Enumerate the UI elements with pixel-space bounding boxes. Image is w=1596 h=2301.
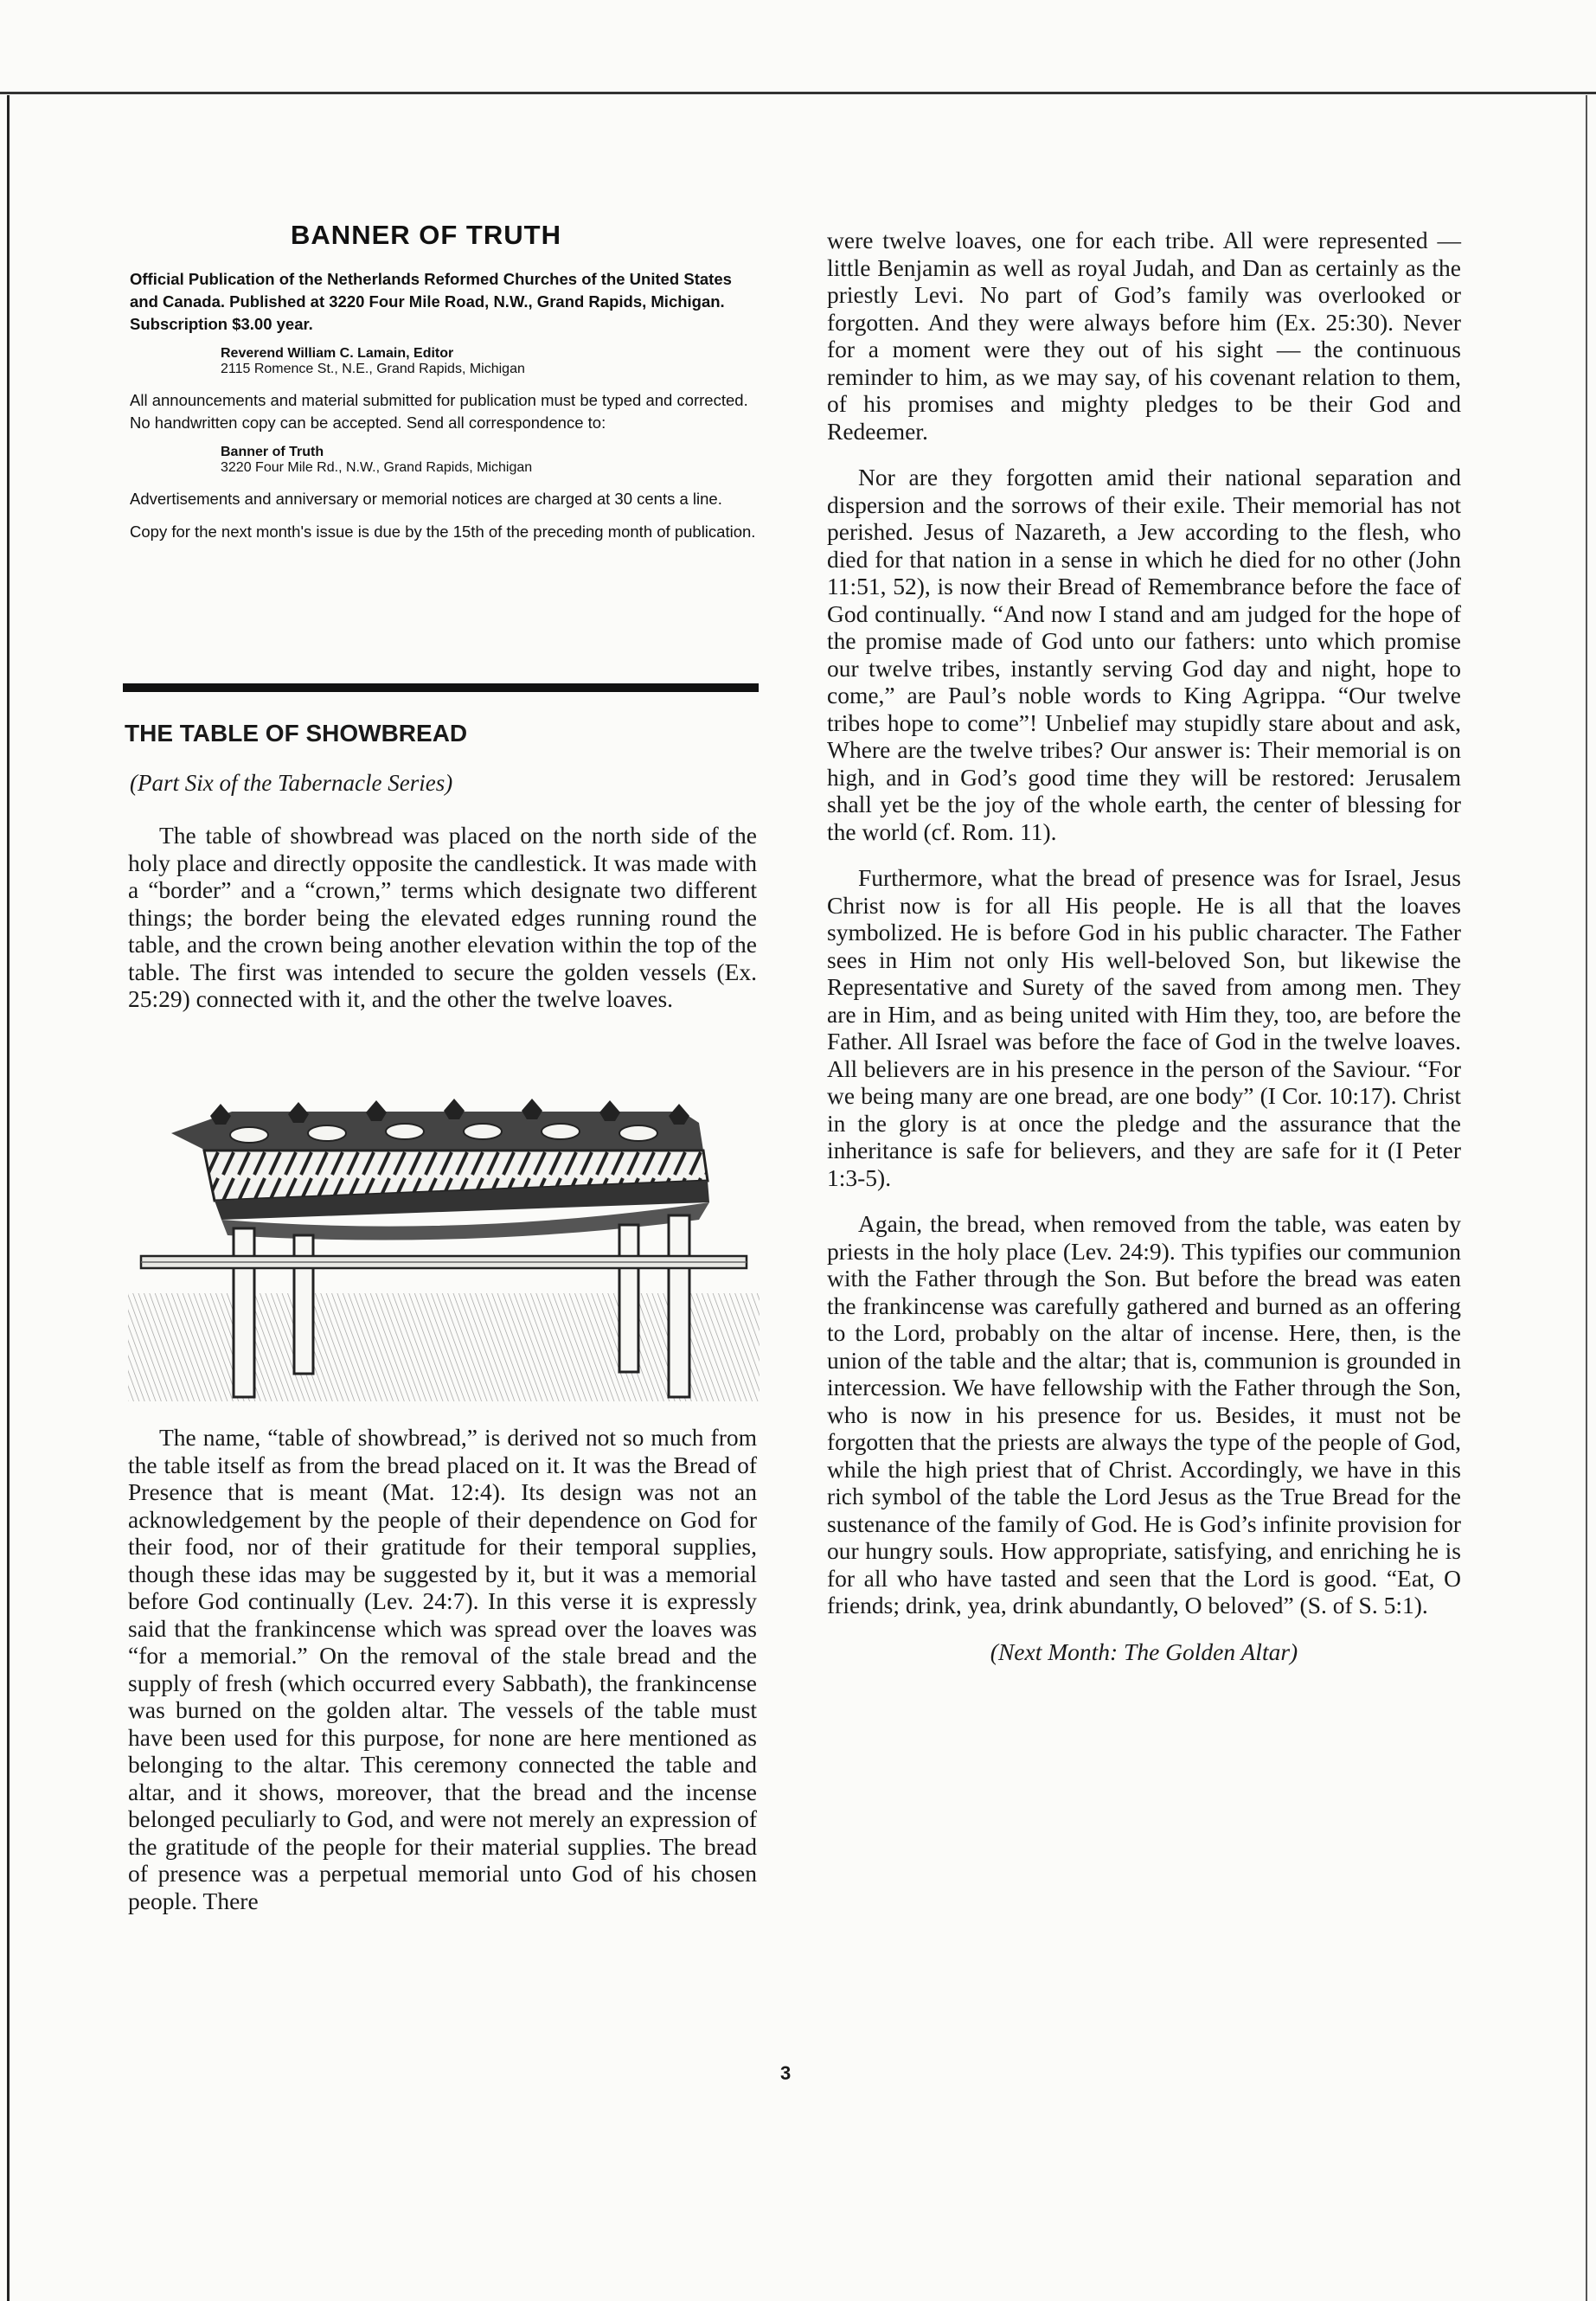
column-left-bottom [128, 1424, 757, 1933]
correspondence-name: Banner of Truth [221, 445, 324, 459]
copy-due-note: Copy for the next month's issue is due by the 15th of the preceding month of publication. [130, 522, 756, 541]
correspondence-address: 3220 Four Mile Rd., N.W., Grand Rapids, Michigan [221, 460, 533, 475]
article-title: THE TABLE OF SHOWBREAD [125, 720, 468, 747]
next-month-note: (Next Month: The Golden Altar) [990, 1638, 1298, 1665]
masthead-title: BANNER OF TRUTH [291, 220, 561, 250]
top-edge-line [0, 92, 1596, 94]
page-number: 3 [780, 2062, 792, 2084]
official-publication-note: Official Publication of the Netherlands Reformed Churches of the United States and Canada. Published at 3220 Four Mile Road, N.W., Grand Rapids, Michigan. Subscription $3.00 year. [130, 270, 732, 333]
paragraph-2-continued: were twelve loaves, one for each tribe. All were represented — little Benjamin as well as royal Judah, and Dan as certainly as the priestly Levi. No part of God’s family was overlooked or forgotten. And they were always before him (Ex. 25:30). Never for a moment were they out of his sight — the continuous reminder to him, as we may say, of his covenant relation to them, of his promises and mighty pledges to be their God and Redeemer. [827, 227, 1461, 445]
paragraph-2: The name, “table of showbread,” is derived not so much from the table itself as from the bread placed on it. It was the Bread of Presence that is meant (Mat. 12:4). Its design was not an acknowledgement by the people of their dependence on God for their food, nor of their gratitude for their temporal supplies, though these idas may be suggested by it, but it was a memorial before God continually (Lev. 24:7). In this verse it is expressly said that the frankincense which was spread over the loaves was “for a memorial.” On the removal of the stale bread and the supply of fresh (which occurred every Sabbath), the frankincense was burned on the golden altar. The vessels of the table must have been used for this purpose, for none are here mentioned as belonging to the altar. This ceremony connected the table and altar, and it shows, moreover, that the bread and the incense belonged peculiarly to God, and were not merely an expression of the gratitude of the people for their material supplies. The bread of presence was a perpetual memorial unto God of his chosen people. There [128, 1424, 757, 1914]
paragraph-3: Nor are they forgotten amid their national separation and dispersion and the sorrows of their exile. Their memorial has not perished. Jesus of Nazareth, a Jew according to the flesh, who died for that nation in a sense in which he died for no other (John 11:51, 52), is now their Bread of Remembrance before the face of God continually. “And now I stand and am judged for the hope of the promise made of God unto our fathers: unto which promise our twelve tribes, instantly serving God day and night, hope to come,” are Paul’s noble words to King Agrippa. “Our twelve tribes hope to come”! Unbelief may stupidly stare about and ask, Where are the twelve tribes? Our answer is: Their memorial is on high, and in God’s good time they will be restored: Jerusalem shall yet be the joy of the whole earth, the center of blessing for the world (cf. Rom. 11). [827, 464, 1461, 845]
paragraph-5: Again, the bread, when removed from the table, was eaten by priests in the holy place (Lev. 24:9). This typifies our communion with the Father through the Son. But before the bread was eaten the frankincense was carefully gathered and burned as an offering to the Lord, probably on the altar of incense. Here, then, is the union of the table and the altar; that is, communion is grounded in intercession. We have fellowship with the Father through the Son, who is now in his presence for us. Besides, it must not be forgotten that the priests are always the type of the people of God, while the high priest that of Christ. Accordingly, we have in this rich symbol of the table the Lord Jesus as the True Bread for the sustenance of the family of God. He is God’s infinite provision for our hungry souls. How appropriate, satisfying, and enriching he is for all who have tasted and seen that the Lord is good. “Eat, O friends; drink, yea, drink abundantly, O beloved” (S. of S. 5:1). [827, 1210, 1461, 1618]
column-left-top [128, 822, 757, 1032]
right-edge-line [1586, 95, 1587, 2301]
paragraph-4: Furthermore, what the bread of presence was for Israel, Jesus Christ now is for all His people. He is all that the loaves symbolized. He is before God in his public character. The Father sees in Him not only His well-beloved Son, but likewise the Representative and Surety of the saved from among men. They are in Him, and as being united with Him they, too, are before the Father. All Israel was before the face of God in the twelve loaves. All believers are in his presence in the person of the Saviour. “For we being many are one bread, are one body” (I Cor. 10:17). Christ in the glory is at once the pledge and the assurance that the inheritance is safe for believers, and they are safe for it (I Peter 1:3-5). [827, 864, 1461, 1191]
column-right [827, 227, 1461, 1684]
section-divider [123, 683, 759, 692]
paragraph-1: The table of showbread was placed on the north side of the holy place and directly opposite the candlestick. It was made with a “border” and a “crown,” terms which designate two different things; the border being the elevated edges running round the table, and the crown being another elevation within the top of the table. The first was intended to secure the golden vessels (Ex. 25:29) connected with it, and the other the twelve loaves. [128, 822, 757, 1012]
correspondence-block [221, 445, 757, 476]
editor-name: Reverend William C. Lamain, Editor [221, 346, 454, 361]
left-edge-line [7, 95, 10, 2301]
editor-address: 2115 Romence St., N.E., Grand Rapids, Michigan [221, 362, 525, 376]
article-subtitle: (Part Six of the Tabernacle Series) [130, 770, 453, 796]
announcements-note: All announcements and material submitted for publication must be typed and corrected. No handwritten copy can be accepted. Send all correspondence to: [130, 391, 748, 432]
masthead [130, 220, 757, 554]
table-of-showbread-illustration [128, 1099, 760, 1419]
advertisements-note: Advertisements and anniversary or memorial notices are charged at 30 cents a line. [130, 490, 722, 508]
editor-block [221, 346, 757, 377]
